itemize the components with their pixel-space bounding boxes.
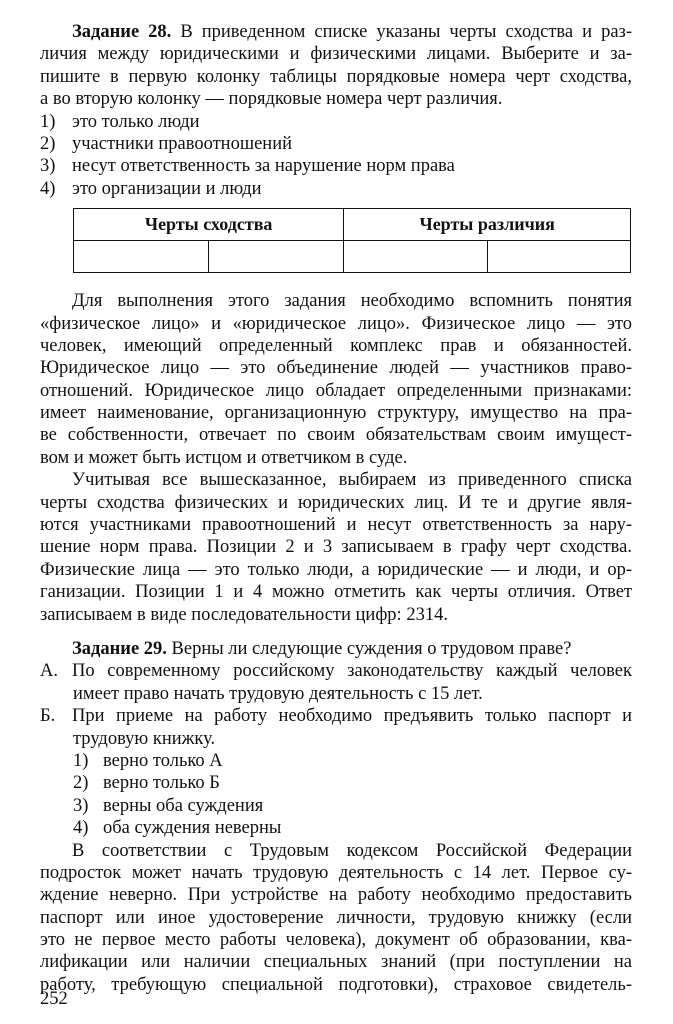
task28-label: Задание 28.	[72, 22, 172, 42]
option-number: 2)	[73, 773, 89, 794]
paragraph-line: ве собственности, отвечает по своим обязательствам своим имущест-	[40, 425, 632, 446]
paragraph-line: имеет наименование, организационную структуру, имущество на пра-	[40, 403, 632, 424]
task28-intro-line: пишите в первую колонку таблицы порядковые номера черт сходства,	[40, 66, 632, 87]
task28-intro-line: личия между юридическими и физическими лицами. Выберите и за-	[40, 44, 632, 65]
option-number: 4)	[73, 818, 89, 839]
statement-letter: А.	[40, 661, 58, 682]
answer-cell[interactable]	[344, 241, 487, 273]
item-number: 2)	[40, 133, 56, 154]
page-body	[40, 21, 632, 996]
item-number: 1)	[40, 111, 56, 132]
task29-question: Задание 29. Верны ли следующие суждения о трудовом праве?	[72, 638, 572, 659]
answer-cell[interactable]	[74, 241, 209, 273]
paragraph-line: «физическое лицо» и «юридическое лицо». Физическое лицо — это	[40, 313, 632, 334]
paragraph-line: подросток может начать трудовую деятельность с 14 лет. Первое су-	[40, 862, 632, 883]
paragraph-line: ганизации. Позиции 1 и 4 можно отметить как черты отличия. Ответ	[40, 582, 632, 603]
list-item	[40, 178, 632, 200]
statement-text: По современному российскому законодательству каждый человек	[72, 661, 632, 682]
task28-intro-line: а во вторую колонку — порядковые номера черт различия.	[40, 89, 503, 110]
answer-table	[73, 208, 631, 273]
option-number: 1)	[73, 750, 89, 771]
paragraph-line: Учитывая все вышесказанное, выбираем из приведенного списка	[72, 470, 632, 491]
paragraph-line: паспорт или иное удостоверение личности, трудовую книжку (если	[40, 907, 632, 928]
item-text: это организации и люди	[72, 178, 262, 199]
statement-a	[40, 660, 632, 682]
option-text: верно только Б	[103, 773, 220, 794]
item-text: это только люди	[72, 111, 200, 132]
paragraph-line: это не первое место работы человека), документ об образовании, ква-	[40, 930, 632, 951]
item-number: 4)	[40, 178, 56, 199]
paragraph-line: работу, требующую специальной подготовки), страховое свидетель-	[40, 974, 632, 995]
item-text: участники правоотношений	[72, 133, 292, 154]
option-text: оба суждения неверны	[103, 818, 282, 839]
statement-letter: Б.	[40, 706, 56, 727]
option-item	[40, 772, 632, 794]
header-differences: Черты различия	[344, 209, 631, 241]
paragraph-line: шение норм права. Позиции 2 и 3 записываем в графу черт сходства.	[40, 537, 632, 558]
paragraph-line: человек, имеющий определенный комплекс прав и обязанностей.	[40, 335, 632, 356]
paragraph-line: Физические лица — это только люди, а юридические — и люди, и ор-	[40, 559, 632, 580]
option-number: 3)	[73, 795, 89, 816]
task28-intro-line: Задание 28. В приведенном списке указаны черты сходства и раз-	[72, 22, 632, 42]
paragraph-line: ются участниками правоотношений и несут ответственность за нару-	[40, 515, 632, 536]
option-item	[40, 817, 632, 839]
list-item	[40, 133, 632, 155]
answer-cell[interactable]	[209, 241, 344, 273]
option-text: верны оба суждения	[103, 795, 264, 816]
paragraph-line: ждение неверно. При устройстве на работу необходимо предоставить	[40, 885, 632, 906]
list-item	[40, 155, 632, 177]
paragraph-line: записываем в виде последовательности цифр: 2314.	[40, 604, 448, 625]
statement-a-cont: имеет право начать трудовую деятельность с 15 лет.	[73, 683, 483, 704]
page-number: 252	[40, 989, 68, 1009]
statement-b-cont: трудовую книжку.	[73, 728, 216, 749]
paragraph-line: вом и может быть истцом и ответчиком в суде.	[40, 447, 408, 468]
paragraph-line: Для выполнения этого задания необходимо вспомнить понятия	[72, 291, 632, 312]
option-item	[40, 795, 632, 817]
paragraph-line: черты сходства физических и юридических лиц. И те и другие явля-	[40, 492, 632, 513]
item-number: 3)	[40, 156, 56, 177]
answer-cell[interactable]	[487, 241, 630, 273]
item-text: несут ответственность за нарушение норм права	[72, 156, 455, 177]
list-item	[40, 111, 632, 133]
option-text: верно только А	[103, 750, 223, 771]
task29-label: Задание 29.	[72, 638, 167, 659]
paragraph-line: лификации или наличии специальных знаний (при поступлении на	[40, 952, 632, 973]
paragraph-line: Юридическое лицо — это объединение людей — участников право-	[40, 358, 632, 379]
paragraph-line: В соответствии с Трудовым кодексом Российской Федерации	[72, 840, 632, 861]
paragraph-line: отношений. Юридическое лицо обладает определенными признаками:	[40, 380, 632, 401]
statement-b	[40, 705, 632, 727]
header-similarities: Черты сходства	[74, 209, 344, 241]
option-item	[40, 750, 632, 772]
statement-text: При приеме на работу необходимо предъявить только паспорт и	[72, 706, 632, 727]
